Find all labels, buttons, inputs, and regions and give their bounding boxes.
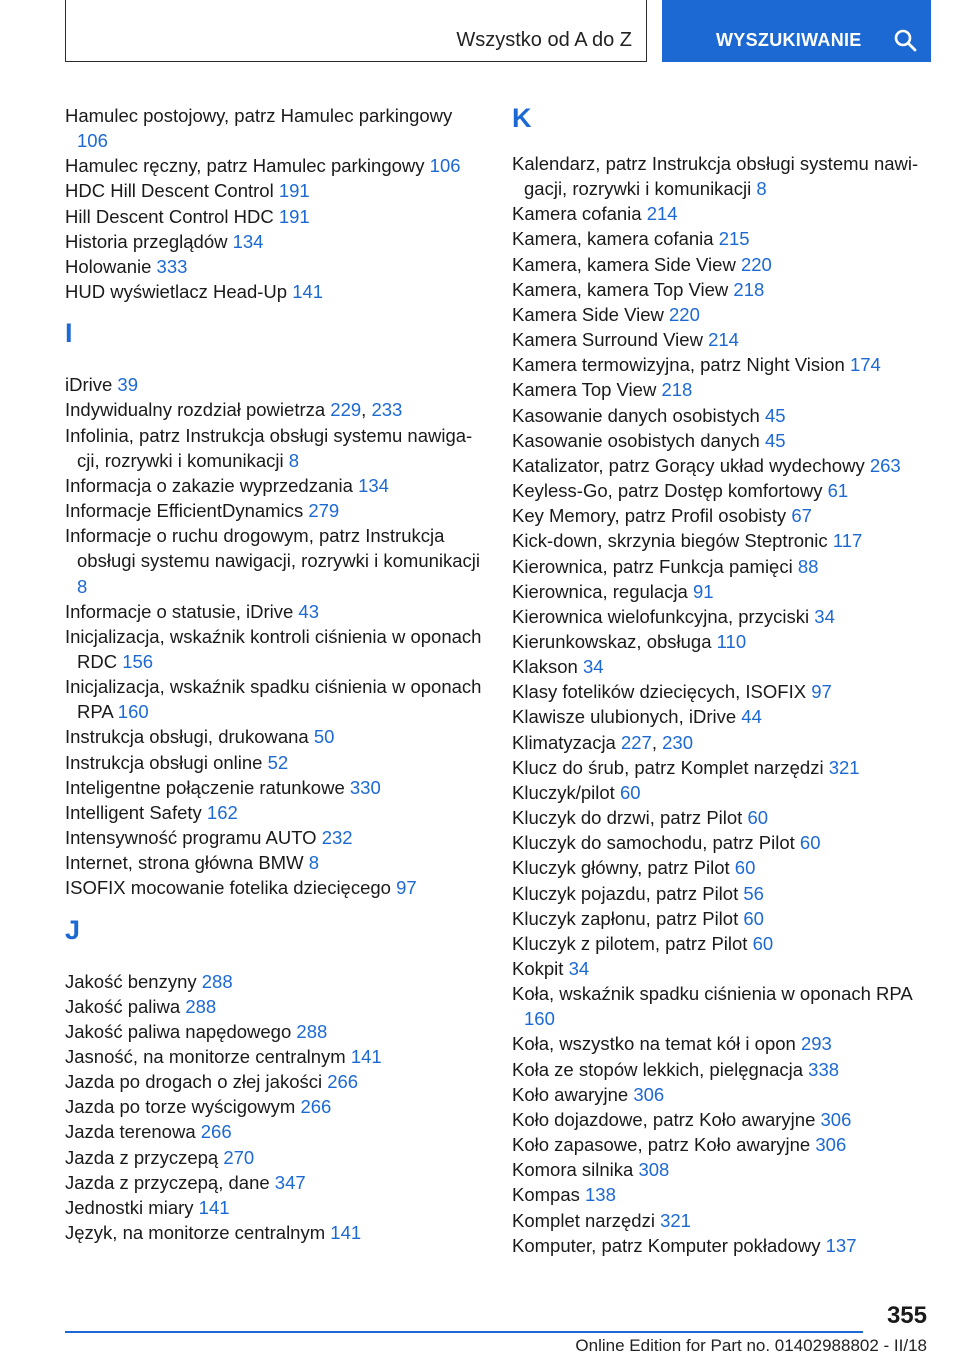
page-link[interactable]: 330 bbox=[349, 776, 381, 798]
page-link[interactable]: 34 bbox=[582, 656, 604, 678]
index-entry bbox=[512, 503, 932, 528]
page-link[interactable]: 306 bbox=[815, 1134, 847, 1156]
index-entry bbox=[65, 498, 485, 523]
index-entry bbox=[512, 1057, 932, 1082]
index-entry-text: Informacje EfficientDynamics bbox=[65, 500, 309, 522]
index-entry-text: Kompas bbox=[512, 1184, 586, 1206]
index-entry bbox=[65, 1094, 485, 1119]
page-link[interactable]: 321 bbox=[660, 1209, 691, 1231]
index-entry-text: ISOFIX mocowanie fotelika dziecięcego bbox=[65, 877, 397, 899]
index-entry bbox=[512, 629, 932, 654]
index-entry bbox=[512, 1157, 932, 1182]
index-entry-text: Intensywność programu AUTO bbox=[65, 827, 322, 849]
index-entry bbox=[512, 830, 932, 855]
page-link[interactable]: 288 bbox=[201, 970, 233, 992]
index-entry-text: Kalendarz, patrz Instrukcja obsługi systemu nawigacji, rozrywki i komunikacji bbox=[512, 153, 919, 200]
index-column-right bbox=[512, 103, 932, 1258]
index-entry-text: Keyless-Go, patrz Dostęp komfortowy bbox=[512, 480, 828, 502]
index-entry bbox=[512, 403, 932, 428]
page-link[interactable]: 263 bbox=[869, 454, 901, 476]
index-entry bbox=[65, 994, 485, 1019]
section-i bbox=[65, 372, 485, 900]
index-entry-text: Kierunkowskaz, obsługa bbox=[512, 630, 717, 652]
page-link[interactable]: 56 bbox=[743, 882, 764, 904]
page-link[interactable]: 138 bbox=[585, 1184, 616, 1206]
index-entry-text: Inteligentne połączenie ratunkowe bbox=[65, 776, 350, 798]
page-link[interactable]: 61 bbox=[827, 480, 849, 502]
page-link[interactable]: 233 bbox=[371, 399, 403, 421]
index-entry-text: Koła, wszystko na temat kół i opon bbox=[512, 1033, 801, 1055]
tab-search-label: WYSZUKIWANIE bbox=[716, 30, 862, 50]
tab-a-to-z[interactable] bbox=[65, 0, 647, 62]
index-entry-text: Klucz do śrub, patrz Komplet narzędzi bbox=[512, 756, 829, 778]
index-entry bbox=[65, 825, 485, 850]
page-link[interactable]: 215 bbox=[718, 228, 750, 250]
index-entry bbox=[512, 1132, 932, 1157]
index-entry bbox=[512, 226, 932, 251]
page-link[interactable]: 8 bbox=[756, 178, 767, 200]
index-entry-text: Kierownica, regulacja bbox=[512, 580, 693, 602]
tab-search[interactable] bbox=[662, 0, 931, 62]
index-entry-text: Kluczyk do samochodu, patrz Pilot bbox=[512, 832, 800, 854]
section-letter-k: K bbox=[512, 103, 532, 133]
index-entry-text: Koło dojazdowe, patrz Koło awaryjne bbox=[512, 1108, 821, 1130]
index-entry-text: Kasowanie danych osobistych bbox=[512, 404, 765, 426]
index-entry-text: Kasowanie osobistych danych bbox=[512, 429, 765, 451]
index-entry bbox=[512, 956, 932, 981]
index-entry bbox=[65, 969, 485, 994]
index-entry-text: Jazda z przyczepą bbox=[65, 1146, 224, 1168]
page-link[interactable]: 218 bbox=[733, 278, 765, 300]
index-entry bbox=[512, 805, 932, 830]
index-entry bbox=[65, 229, 485, 254]
index-entry bbox=[512, 906, 932, 931]
page-link[interactable]: 50 bbox=[313, 726, 335, 748]
index-column-left bbox=[65, 103, 485, 1245]
index-entry bbox=[65, 372, 485, 397]
index-entry-text: HDC Hill Descent Control bbox=[65, 180, 279, 202]
index-entry-text: Jazda z przyczepą, dane bbox=[65, 1171, 275, 1193]
page-link[interactable]: 214 bbox=[708, 329, 739, 351]
index-entry-text: Koło zapasowe, patrz Koło awaryjne bbox=[512, 1134, 816, 1156]
index-entry-text: Hamulec postojowy, patrz Hamulec parkingowy bbox=[65, 105, 453, 126]
index-entry bbox=[65, 1170, 485, 1195]
index-entry bbox=[65, 724, 485, 749]
index-entry bbox=[512, 855, 932, 880]
page-link[interactable]: 338 bbox=[808, 1058, 840, 1080]
header-tabs bbox=[65, 0, 931, 64]
index-entry-text: Kamera termowizyjna, patrz Night Vision bbox=[512, 354, 850, 376]
page-link[interactable]: 60 bbox=[734, 857, 756, 879]
index-entry bbox=[512, 1182, 932, 1207]
index-entry bbox=[512, 931, 932, 956]
page-link[interactable]: 220 bbox=[740, 253, 772, 275]
index-entry-text: Jakość paliwa napędowego bbox=[65, 1020, 297, 1042]
page-link[interactable]: 266 bbox=[200, 1121, 232, 1143]
page-link[interactable]: 174 bbox=[849, 354, 881, 376]
index-entry-text: Kamera, kamera cofania bbox=[512, 228, 719, 250]
magnifier-icon bbox=[893, 28, 917, 52]
tab-a-to-z-label: Wszystko od A do Z bbox=[456, 29, 632, 51]
index-entry-text: Kamera Top View bbox=[512, 379, 662, 401]
index-entry-text: Inicjalizacja, wskaźnik spadku ciśnienia w oponach RPA bbox=[65, 676, 482, 723]
index-entry bbox=[512, 277, 932, 302]
page-link[interactable]: 232 bbox=[321, 827, 353, 849]
index-entry bbox=[65, 1195, 485, 1220]
index-entry bbox=[512, 704, 932, 729]
index-entry bbox=[512, 352, 932, 377]
index-entry-text: Kluczyk/pilot bbox=[512, 781, 620, 803]
section-j bbox=[65, 969, 485, 1246]
index-entry bbox=[65, 1119, 485, 1144]
index-entry bbox=[512, 881, 932, 906]
index-entry bbox=[512, 302, 932, 327]
index-entry-text: Informacja o zakazie wyprzedzania bbox=[65, 474, 359, 496]
page-link[interactable]: 34 bbox=[568, 958, 590, 979]
index-entry-text: Kamera Side View bbox=[512, 303, 669, 325]
index-entry-text: Język, na monitorze centralnym bbox=[65, 1222, 331, 1244]
index-entry bbox=[65, 1069, 485, 1094]
page-link[interactable]: 8 bbox=[288, 449, 300, 471]
index-entry-text: Jasność, na monitorze centralnym bbox=[65, 1046, 351, 1067]
index-entry-text: Key Memory, patrz Profil osobisty bbox=[512, 505, 792, 527]
page-link[interactable]: 8 bbox=[308, 852, 319, 874]
index-entry-text: Informacje o ruchu drogowym, patrz Instrukcja obsługi systemu nawigacji, rozrywki i komunikacji bbox=[65, 525, 481, 572]
page-link[interactable]: 288 bbox=[296, 1020, 328, 1042]
index-entry-text: Komplet narzędzi bbox=[512, 1209, 661, 1231]
index-entry bbox=[65, 1044, 485, 1069]
page-link[interactable]: 60 bbox=[743, 907, 764, 929]
page-link[interactable]: 191 bbox=[278, 180, 310, 202]
footer-divider bbox=[65, 1331, 863, 1333]
index-entry: Indywidualny rozdział powietrza 229, 233 bbox=[65, 399, 403, 421]
page-link[interactable]: 141 bbox=[198, 1196, 230, 1218]
index-entry bbox=[512, 780, 932, 805]
index-entry bbox=[512, 151, 932, 201]
page-link[interactable]: 52 bbox=[267, 751, 289, 773]
index-entry-text: Kluczyk zapłonu, patrz Pilot bbox=[512, 907, 744, 929]
index-entry-text: Kamera cofania bbox=[512, 203, 647, 225]
index-entry bbox=[65, 178, 485, 203]
page-link[interactable]: 8 bbox=[77, 575, 88, 597]
index-entry-text: Koła ze stopów lekkich, pielęgnacja bbox=[512, 1058, 809, 1080]
index-entry-text: Kluczyk główny, patrz Pilot bbox=[512, 857, 735, 879]
footer-edition: Online Edition for Part no. 01402988802 - II/18 bbox=[575, 1336, 927, 1355]
index-entry bbox=[65, 103, 485, 153]
index-entry bbox=[512, 377, 932, 402]
page-link[interactable]: 227 bbox=[620, 731, 652, 753]
index-entry-text: Jazda po torze wyścigowym bbox=[65, 1096, 301, 1118]
index-entry bbox=[65, 153, 485, 178]
index-entry bbox=[65, 624, 485, 674]
index-entry bbox=[512, 453, 932, 478]
index-entry-text: Jakość paliwa bbox=[65, 995, 186, 1017]
page-link[interactable]: 191 bbox=[278, 205, 310, 227]
section-h bbox=[65, 103, 485, 304]
page-link[interactable]: 43 bbox=[298, 600, 319, 622]
page-number: 355 bbox=[886, 1302, 927, 1329]
page-link[interactable]: 141 bbox=[330, 1222, 362, 1244]
section-k bbox=[512, 151, 932, 1258]
index-entry bbox=[65, 599, 485, 624]
index-entry-text: HUD wyświetlacz Head-Up bbox=[65, 281, 293, 303]
index-entry bbox=[512, 528, 932, 553]
page-link[interactable]: 141 bbox=[292, 281, 324, 303]
page-link[interactable]: 230 bbox=[662, 731, 694, 753]
index-entry bbox=[65, 775, 485, 800]
index-entry bbox=[65, 1220, 485, 1245]
page-link[interactable]: 347 bbox=[274, 1171, 306, 1193]
index-entry-text: Komora silnika bbox=[512, 1159, 639, 1181]
index-entry bbox=[512, 1107, 932, 1132]
index-entry-text: iDrive bbox=[65, 374, 118, 396]
page-link[interactable]: 137 bbox=[825, 1234, 857, 1256]
page-link[interactable]: 60 bbox=[799, 832, 821, 854]
index-entry-text: Kokpit bbox=[512, 958, 569, 979]
index-entry-text: Inicjalizacja, wskaźnik kontroli ciśnienia w oponach RDC bbox=[65, 625, 482, 672]
index-entry-text: Kierownica wielofunkcyjna, przyciski bbox=[512, 605, 815, 627]
page-link[interactable]: 91 bbox=[692, 580, 714, 602]
page-link[interactable]: 134 bbox=[358, 474, 389, 496]
index-entry bbox=[512, 252, 932, 277]
page-link[interactable]: 214 bbox=[646, 203, 678, 225]
page-link[interactable]: 306 bbox=[820, 1108, 852, 1130]
page-link[interactable]: 88 bbox=[797, 555, 819, 577]
index-entry-text: Indywidualny rozdział powietrza bbox=[65, 399, 331, 421]
index-entry-text: Kierownica, patrz Funkcja pamięci bbox=[512, 555, 798, 577]
page-link[interactable]: 97 bbox=[811, 681, 832, 703]
page-link[interactable]: 67 bbox=[791, 505, 812, 527]
index-entry bbox=[512, 755, 932, 780]
index-entry-text: Hill Descent Control HDC bbox=[65, 205, 279, 227]
page-link[interactable]: 106 bbox=[429, 155, 461, 177]
index-entry bbox=[65, 674, 485, 724]
index-entry-text: Jakość benzyny bbox=[65, 970, 202, 992]
page-link[interactable]: 279 bbox=[308, 500, 340, 522]
page-link[interactable]: 160 bbox=[117, 701, 149, 723]
page-link[interactable]: 220 bbox=[669, 303, 700, 325]
index-entry-text: Informacje o statusie, iDrive bbox=[65, 600, 299, 622]
index-entry-text: Instrukcja obsługi online bbox=[65, 751, 268, 773]
index-entry-text: Kamera, kamera Side View bbox=[512, 253, 741, 275]
index-entry bbox=[512, 1233, 932, 1258]
index-entry bbox=[512, 679, 932, 704]
page-link[interactable]: 306 bbox=[633, 1083, 665, 1105]
page-link[interactable]: 39 bbox=[117, 374, 138, 396]
index-entry-text: Intelligent Safety bbox=[65, 801, 207, 823]
index-entry-text: Klimatyzacja bbox=[512, 731, 621, 753]
page-link[interactable]: 60 bbox=[752, 932, 774, 954]
index-entry-text: Kick-down, skrzynia biegów Steptronic bbox=[512, 530, 833, 552]
index-entry bbox=[512, 201, 932, 226]
index-entry-text: Kluczyk do drzwi, patrz Pilot bbox=[512, 807, 748, 829]
index-entry bbox=[65, 875, 485, 900]
page-link[interactable]: 266 bbox=[327, 1071, 359, 1093]
index-entry bbox=[512, 428, 932, 453]
index-entry: Klimatyzacja 227, 230 bbox=[512, 731, 694, 753]
index-entry bbox=[65, 523, 485, 598]
index-entry bbox=[65, 750, 485, 775]
index-entry bbox=[65, 423, 485, 473]
page-link[interactable]: 218 bbox=[661, 379, 693, 401]
index-entry bbox=[65, 279, 485, 304]
index-entry-text: Jednostki miary bbox=[65, 1196, 199, 1218]
section-letter-j: J bbox=[65, 914, 81, 945]
page-link[interactable]: 162 bbox=[206, 801, 238, 823]
index-entry-text: Hamulec ręczny, patrz Hamulec parkingowy bbox=[65, 155, 430, 177]
page-link[interactable]: 333 bbox=[156, 255, 188, 277]
index-entry-text: Instrukcja obsługi, drukowana bbox=[65, 726, 314, 748]
index-entry bbox=[65, 1145, 485, 1170]
page-link[interactable]: 60 bbox=[747, 807, 769, 829]
index-entry-text: Kluczyk z pilotem, patrz Pilot bbox=[512, 932, 753, 954]
page-link[interactable]: 97 bbox=[396, 877, 417, 899]
index-entry bbox=[512, 554, 932, 579]
index-entry bbox=[65, 850, 485, 875]
section-letter-i: I bbox=[65, 318, 73, 349]
index-entry bbox=[512, 604, 932, 629]
page-link[interactable]: 45 bbox=[764, 429, 786, 451]
page-link[interactable]: 60 bbox=[619, 781, 641, 803]
page-link[interactable]: 141 bbox=[350, 1046, 382, 1067]
page-link[interactable]: 288 bbox=[185, 995, 217, 1017]
index-entry bbox=[65, 473, 485, 498]
index-entry bbox=[512, 981, 932, 1031]
index-entry-text: Historia przeglądów bbox=[65, 230, 233, 252]
page-link[interactable]: 45 bbox=[764, 404, 786, 426]
index-entry bbox=[512, 478, 932, 503]
index-entry bbox=[512, 327, 932, 352]
index-entry-text: Jazda terenowa bbox=[65, 1121, 201, 1143]
index-entry-text: Internet, strona główna BMW bbox=[65, 852, 309, 874]
index-entry-text: Klawisze ulubionych, iDrive bbox=[512, 706, 742, 728]
index-entry bbox=[512, 1082, 932, 1107]
page-link[interactable]: 156 bbox=[122, 650, 154, 672]
page-link[interactable]: 266 bbox=[300, 1096, 332, 1118]
page-link[interactable]: 44 bbox=[741, 706, 762, 728]
index-entry-text: Kamera, kamera Top View bbox=[512, 278, 734, 300]
index-entry-text: Klasy fotelików dziecięcych, ISOFIX bbox=[512, 681, 812, 703]
page-link[interactable]: 134 bbox=[232, 230, 264, 252]
index-entry bbox=[65, 254, 485, 279]
page-link[interactable]: 106 bbox=[77, 130, 108, 152]
page-link[interactable]: 293 bbox=[800, 1033, 832, 1055]
page-link[interactable]: 160 bbox=[524, 1008, 555, 1030]
page-link[interactable]: 229 bbox=[330, 399, 362, 421]
index-entry bbox=[512, 1208, 932, 1233]
index-entry bbox=[512, 654, 932, 679]
page-link[interactable]: 308 bbox=[638, 1159, 670, 1181]
index-entry bbox=[65, 1019, 485, 1044]
index-entry bbox=[512, 579, 932, 604]
index-entry-text: Holowanie bbox=[65, 255, 157, 277]
index-entry-text: Katalizator, patrz Gorący układ wydechowy bbox=[512, 454, 870, 476]
page-link[interactable]: 270 bbox=[223, 1146, 255, 1168]
page-link[interactable]: 321 bbox=[828, 756, 860, 778]
page-link[interactable]: 34 bbox=[814, 605, 835, 627]
index-entry-text: Klakson bbox=[512, 656, 583, 678]
index-entry-text: Infolinia, patrz Instrukcja obsługi systemu nawigacji, rozrywki i komunikacji bbox=[65, 424, 473, 471]
index-entry-text: Koła, wskaźnik spadku ciśnienia w oponach RPA bbox=[512, 983, 912, 1005]
index-entry bbox=[65, 800, 485, 825]
page-link[interactable]: 110 bbox=[716, 630, 747, 652]
page-link[interactable]: 117 bbox=[832, 530, 863, 552]
index-entry bbox=[512, 1031, 932, 1056]
index-entry bbox=[65, 204, 485, 229]
index-entry-text: Kamera Surround View bbox=[512, 329, 709, 351]
index-entry-text: Komputer, patrz Komputer pokładowy bbox=[512, 1234, 826, 1256]
index-entry-text: Jazda po drogach o złej jakości bbox=[65, 1071, 328, 1093]
index-entry-text: Kluczyk pojazdu, patrz Pilot bbox=[512, 882, 744, 904]
index-entry-text: Koło awaryjne bbox=[512, 1083, 634, 1105]
